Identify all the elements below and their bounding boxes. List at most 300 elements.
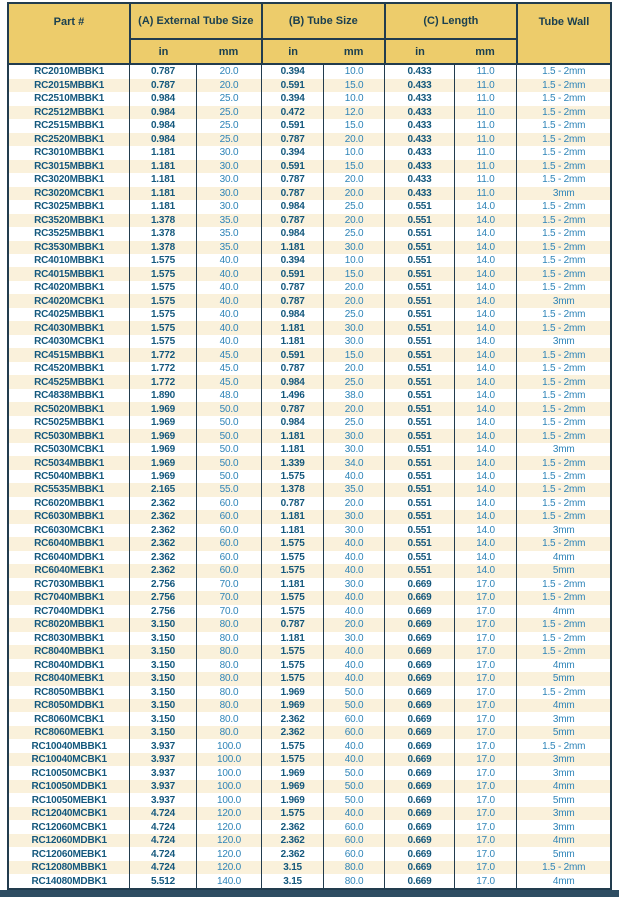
cell-tube-wall: 1.5 - 2mm bbox=[517, 632, 611, 645]
cell-length-mm: 14.0 bbox=[454, 443, 517, 456]
cell-tube-in: 0.394 bbox=[262, 146, 324, 159]
cell-part-number: RC10040MCBK1 bbox=[8, 753, 130, 766]
cell-tube-in: 1.181 bbox=[262, 510, 324, 523]
cell-tube-mm: 30.0 bbox=[323, 321, 385, 334]
cell-length-mm: 17.0 bbox=[454, 780, 517, 793]
table-row bbox=[8, 497, 611, 510]
cell-length-in: 0.669 bbox=[385, 686, 454, 699]
cell-tube-wall: 1.5 - 2mm bbox=[517, 281, 611, 294]
cell-tube-in: 0.787 bbox=[262, 362, 324, 375]
cell-tube-wall: 1.5 - 2mm bbox=[517, 267, 611, 280]
cell-part-number: RC2510MBBK1 bbox=[8, 92, 130, 105]
cell-length-in: 0.433 bbox=[385, 187, 454, 200]
bottom-band bbox=[0, 890, 619, 897]
cell-external-mm: 25.0 bbox=[196, 119, 262, 132]
cell-length-mm: 14.0 bbox=[454, 267, 517, 280]
cell-external-mm: 50.0 bbox=[196, 470, 262, 483]
cell-tube-in: 1.575 bbox=[262, 564, 324, 577]
cell-tube-mm: 20.0 bbox=[323, 173, 385, 186]
cell-tube-wall: 1.5 - 2mm bbox=[517, 92, 611, 105]
cell-external-mm: 100.0 bbox=[196, 753, 262, 766]
table-row bbox=[8, 874, 611, 889]
cell-external-mm: 120.0 bbox=[196, 847, 262, 860]
table-row bbox=[8, 739, 611, 752]
cell-tube-in: 0.787 bbox=[262, 214, 324, 227]
cell-part-number: RC7040MBBK1 bbox=[8, 591, 130, 604]
cell-length-in: 0.551 bbox=[385, 537, 454, 550]
cell-length-mm: 17.0 bbox=[454, 699, 517, 712]
cell-part-number: RC6040MDBK1 bbox=[8, 551, 130, 564]
cell-tube-wall: 1.5 - 2mm bbox=[517, 686, 611, 699]
cell-tube-mm: 20.0 bbox=[323, 281, 385, 294]
table-row bbox=[8, 389, 611, 402]
cell-tube-in: 1.575 bbox=[262, 537, 324, 550]
cell-length-in: 0.669 bbox=[385, 618, 454, 631]
cell-tube-wall: 3mm bbox=[517, 712, 611, 725]
cell-external-mm: 25.0 bbox=[196, 106, 262, 119]
cell-external-in: 4.724 bbox=[130, 807, 196, 820]
table-row bbox=[8, 659, 611, 672]
cell-external-in: 1.575 bbox=[130, 321, 196, 334]
cell-tube-in: 0.984 bbox=[262, 227, 324, 240]
cell-tube-in: 1.575 bbox=[262, 739, 324, 752]
cell-part-number: RC4020MBBK1 bbox=[8, 281, 130, 294]
cell-tube-in: 1.181 bbox=[262, 578, 324, 591]
cell-tube-in: 1.575 bbox=[262, 551, 324, 564]
cell-external-mm: 30.0 bbox=[196, 146, 262, 159]
cell-tube-in: 0.591 bbox=[262, 160, 324, 173]
table-row bbox=[8, 64, 611, 79]
cell-part-number: RC4025MBBK1 bbox=[8, 308, 130, 321]
cell-external-in: 2.756 bbox=[130, 591, 196, 604]
cell-length-mm: 17.0 bbox=[454, 726, 517, 739]
cell-tube-wall: 1.5 - 2mm bbox=[517, 214, 611, 227]
cell-tube-mm: 15.0 bbox=[323, 267, 385, 280]
cell-tube-wall: 3mm bbox=[517, 820, 611, 833]
table-row bbox=[8, 241, 611, 254]
cell-tube-mm: 20.0 bbox=[323, 133, 385, 146]
cell-tube-wall: 1.5 - 2mm bbox=[517, 510, 611, 523]
cell-part-number: RC5034MBBK1 bbox=[8, 456, 130, 469]
cell-part-number: RC7040MDBK1 bbox=[8, 605, 130, 618]
cell-length-mm: 17.0 bbox=[454, 645, 517, 658]
cell-length-mm: 14.0 bbox=[454, 537, 517, 550]
cell-length-mm: 17.0 bbox=[454, 659, 517, 672]
cell-length-in: 0.433 bbox=[385, 92, 454, 105]
header-row-groups bbox=[8, 3, 611, 39]
cell-tube-mm: 50.0 bbox=[323, 780, 385, 793]
cell-external-in: 1.181 bbox=[130, 200, 196, 213]
cell-external-in: 3.937 bbox=[130, 739, 196, 752]
cell-tube-wall: 1.5 - 2mm bbox=[517, 389, 611, 402]
cell-external-mm: 30.0 bbox=[196, 187, 262, 200]
cell-length-mm: 14.0 bbox=[454, 200, 517, 213]
cell-length-mm: 11.0 bbox=[454, 64, 517, 79]
cell-external-mm: 20.0 bbox=[196, 64, 262, 79]
cell-length-mm: 14.0 bbox=[454, 375, 517, 388]
table-row bbox=[8, 321, 611, 334]
cell-external-mm: 60.0 bbox=[196, 524, 262, 537]
table-row bbox=[8, 699, 611, 712]
cell-tube-wall: 4mm bbox=[517, 605, 611, 618]
cell-tube-mm: 60.0 bbox=[323, 847, 385, 860]
cell-length-mm: 14.0 bbox=[454, 470, 517, 483]
table-row bbox=[8, 106, 611, 119]
cell-part-number: RC6040MBBK1 bbox=[8, 537, 130, 550]
cell-length-mm: 17.0 bbox=[454, 672, 517, 685]
cell-tube-in: 1.181 bbox=[262, 443, 324, 456]
cell-tube-in: 1.575 bbox=[262, 659, 324, 672]
cell-tube-in: 2.362 bbox=[262, 847, 324, 860]
cell-external-mm: 120.0 bbox=[196, 807, 262, 820]
cell-part-number: RC10050MDBK1 bbox=[8, 780, 130, 793]
cell-tube-in: 0.472 bbox=[262, 106, 324, 119]
cell-external-in: 1.969 bbox=[130, 416, 196, 429]
cell-tube-mm: 15.0 bbox=[323, 79, 385, 92]
cell-external-in: 1.181 bbox=[130, 173, 196, 186]
cell-external-mm: 120.0 bbox=[196, 834, 262, 847]
cell-length-mm: 17.0 bbox=[454, 686, 517, 699]
cell-tube-wall: 1.5 - 2mm bbox=[517, 348, 611, 361]
cell-length-in: 0.551 bbox=[385, 267, 454, 280]
table-row bbox=[8, 551, 611, 564]
cell-tube-wall: 1.5 - 2mm bbox=[517, 227, 611, 240]
cell-tube-in: 0.787 bbox=[262, 173, 324, 186]
cell-external-in: 3.150 bbox=[130, 726, 196, 739]
cell-tube-wall: 5mm bbox=[517, 672, 611, 685]
cell-external-in: 1.575 bbox=[130, 254, 196, 267]
cell-tube-mm: 50.0 bbox=[323, 686, 385, 699]
cell-external-mm: 35.0 bbox=[196, 241, 262, 254]
table-row bbox=[8, 173, 611, 186]
cell-external-in: 1.890 bbox=[130, 389, 196, 402]
cell-tube-wall: 4mm bbox=[517, 551, 611, 564]
cell-part-number: RC3525MBBK1 bbox=[8, 227, 130, 240]
cell-length-in: 0.551 bbox=[385, 564, 454, 577]
cell-tube-in: 0.984 bbox=[262, 200, 324, 213]
table-row bbox=[8, 847, 611, 860]
cell-length-in: 0.433 bbox=[385, 106, 454, 119]
cell-external-mm: 80.0 bbox=[196, 672, 262, 685]
cell-tube-wall: 1.5 - 2mm bbox=[517, 537, 611, 550]
cell-external-in: 1.378 bbox=[130, 241, 196, 254]
cell-length-mm: 17.0 bbox=[454, 591, 517, 604]
cell-length-in: 0.669 bbox=[385, 712, 454, 725]
cell-external-in: 3.150 bbox=[130, 699, 196, 712]
spec-table-container bbox=[7, 2, 612, 890]
cell-external-in: 1.378 bbox=[130, 227, 196, 240]
table-row bbox=[8, 443, 611, 456]
cell-tube-mm: 15.0 bbox=[323, 160, 385, 173]
cell-part-number: RC6030MBBK1 bbox=[8, 510, 130, 523]
cell-tube-wall: 1.5 - 2mm bbox=[517, 308, 611, 321]
cell-part-number: RC3010MBBK1 bbox=[8, 146, 130, 159]
table-row bbox=[8, 605, 611, 618]
cell-external-mm: 25.0 bbox=[196, 92, 262, 105]
cell-external-in: 2.362 bbox=[130, 497, 196, 510]
cell-length-in: 0.551 bbox=[385, 321, 454, 334]
cell-external-in: 3.150 bbox=[130, 618, 196, 631]
cell-tube-wall: 1.5 - 2mm bbox=[517, 645, 611, 658]
cell-length-mm: 14.0 bbox=[454, 362, 517, 375]
cell-external-in: 1.969 bbox=[130, 456, 196, 469]
cell-length-mm: 11.0 bbox=[454, 173, 517, 186]
cell-length-mm: 17.0 bbox=[454, 618, 517, 631]
cell-external-mm: 120.0 bbox=[196, 820, 262, 833]
cell-part-number: RC6030MCBK1 bbox=[8, 524, 130, 537]
cell-tube-mm: 25.0 bbox=[323, 416, 385, 429]
cell-external-in: 3.150 bbox=[130, 645, 196, 658]
cell-tube-mm: 60.0 bbox=[323, 712, 385, 725]
cell-part-number: RC3020MCBK1 bbox=[8, 187, 130, 200]
cell-tube-wall: 1.5 - 2mm bbox=[517, 483, 611, 496]
cell-tube-in: 0.787 bbox=[262, 497, 324, 510]
cell-external-mm: 45.0 bbox=[196, 375, 262, 388]
cell-tube-wall: 1.5 - 2mm bbox=[517, 362, 611, 375]
cell-external-in: 1.772 bbox=[130, 375, 196, 388]
cell-tube-wall: 5mm bbox=[517, 726, 611, 739]
cell-tube-wall: 3mm bbox=[517, 766, 611, 779]
cell-part-number: RC5040MBBK1 bbox=[8, 470, 130, 483]
cell-length-mm: 14.0 bbox=[454, 416, 517, 429]
cell-length-in: 0.551 bbox=[385, 308, 454, 321]
cell-external-mm: 80.0 bbox=[196, 645, 262, 658]
cell-tube-mm: 20.0 bbox=[323, 362, 385, 375]
cell-external-mm: 55.0 bbox=[196, 483, 262, 496]
cell-part-number: RC4030MBBK1 bbox=[8, 321, 130, 334]
table-row bbox=[8, 483, 611, 496]
cell-length-in: 0.669 bbox=[385, 753, 454, 766]
table-row bbox=[8, 632, 611, 645]
table-row bbox=[8, 712, 611, 725]
cell-part-number: RC12060MDBK1 bbox=[8, 834, 130, 847]
cell-tube-in: 1.181 bbox=[262, 241, 324, 254]
cell-tube-mm: 20.0 bbox=[323, 294, 385, 307]
cell-external-mm: 100.0 bbox=[196, 780, 262, 793]
cell-length-mm: 11.0 bbox=[454, 79, 517, 92]
cell-length-in: 0.433 bbox=[385, 146, 454, 159]
cell-length-in: 0.551 bbox=[385, 402, 454, 415]
cell-part-number: RC12060MCBK1 bbox=[8, 820, 130, 833]
cell-length-in: 0.433 bbox=[385, 119, 454, 132]
cell-part-number: RC2520MBBK1 bbox=[8, 133, 130, 146]
table-row bbox=[8, 807, 611, 820]
cell-part-number: RC5025MBBK1 bbox=[8, 416, 130, 429]
cell-tube-mm: 30.0 bbox=[323, 241, 385, 254]
table-row bbox=[8, 214, 611, 227]
cell-part-number: RC3530MBBK1 bbox=[8, 241, 130, 254]
header-unit-external-in: in bbox=[130, 39, 196, 64]
cell-external-in: 1.772 bbox=[130, 362, 196, 375]
cell-part-number: RC12060MEBK1 bbox=[8, 847, 130, 860]
cell-tube-in: 1.575 bbox=[262, 807, 324, 820]
cell-length-mm: 17.0 bbox=[454, 632, 517, 645]
table-row bbox=[8, 402, 611, 415]
cell-external-in: 1.969 bbox=[130, 470, 196, 483]
cell-tube-mm: 30.0 bbox=[323, 524, 385, 537]
cell-external-in: 3.937 bbox=[130, 793, 196, 806]
cell-tube-wall: 1.5 - 2mm bbox=[517, 618, 611, 631]
cell-tube-mm: 20.0 bbox=[323, 214, 385, 227]
cell-external-in: 3.150 bbox=[130, 712, 196, 725]
cell-tube-in: 1.969 bbox=[262, 793, 324, 806]
cell-tube-in: 1.575 bbox=[262, 605, 324, 618]
cell-length-in: 0.551 bbox=[385, 348, 454, 361]
cell-external-in: 3.150 bbox=[130, 686, 196, 699]
cell-length-mm: 17.0 bbox=[454, 739, 517, 752]
table-row bbox=[8, 618, 611, 631]
cell-tube-wall: 1.5 - 2mm bbox=[517, 861, 611, 874]
table-row bbox=[8, 726, 611, 739]
cell-length-in: 0.433 bbox=[385, 173, 454, 186]
cell-tube-mm: 30.0 bbox=[323, 429, 385, 442]
cell-tube-in: 1.575 bbox=[262, 470, 324, 483]
cell-part-number: RC8040MBBK1 bbox=[8, 645, 130, 658]
cell-tube-wall: 1.5 - 2mm bbox=[517, 497, 611, 510]
cell-external-mm: 140.0 bbox=[196, 874, 262, 889]
cell-external-mm: 80.0 bbox=[196, 726, 262, 739]
cell-external-in: 3.937 bbox=[130, 766, 196, 779]
cell-external-mm: 80.0 bbox=[196, 632, 262, 645]
table-row bbox=[8, 564, 611, 577]
cell-external-mm: 30.0 bbox=[196, 173, 262, 186]
cell-tube-in: 1.575 bbox=[262, 591, 324, 604]
header-part-number: Part # bbox=[8, 3, 130, 64]
cell-external-mm: 70.0 bbox=[196, 605, 262, 618]
table-row bbox=[8, 375, 611, 388]
table-row bbox=[8, 146, 611, 159]
cell-tube-in: 1.181 bbox=[262, 429, 324, 442]
cell-external-mm: 50.0 bbox=[196, 443, 262, 456]
cell-length-mm: 17.0 bbox=[454, 578, 517, 591]
cell-length-in: 0.551 bbox=[385, 416, 454, 429]
cell-external-mm: 20.0 bbox=[196, 79, 262, 92]
cell-length-mm: 14.0 bbox=[454, 389, 517, 402]
table-row bbox=[8, 187, 611, 200]
cell-length-in: 0.669 bbox=[385, 874, 454, 889]
header-unit-length-in: in bbox=[385, 39, 454, 64]
cell-length-mm: 17.0 bbox=[454, 847, 517, 860]
cell-length-in: 0.551 bbox=[385, 497, 454, 510]
cell-tube-mm: 30.0 bbox=[323, 335, 385, 348]
cell-part-number: RC3520MBBK1 bbox=[8, 214, 130, 227]
cell-external-in: 1.969 bbox=[130, 443, 196, 456]
cell-tube-wall: 1.5 - 2mm bbox=[517, 200, 611, 213]
cell-tube-wall: 1.5 - 2mm bbox=[517, 64, 611, 79]
cell-length-in: 0.669 bbox=[385, 820, 454, 833]
cell-tube-wall: 3mm bbox=[517, 294, 611, 307]
cell-part-number: RC4020MCBK1 bbox=[8, 294, 130, 307]
cell-part-number: RC8060MCBK1 bbox=[8, 712, 130, 725]
table-row bbox=[8, 686, 611, 699]
cell-length-mm: 14.0 bbox=[454, 524, 517, 537]
cell-part-number: RC3020MBBK1 bbox=[8, 173, 130, 186]
cell-length-mm: 14.0 bbox=[454, 281, 517, 294]
cell-tube-mm: 38.0 bbox=[323, 389, 385, 402]
cell-external-in: 0.984 bbox=[130, 92, 196, 105]
cell-tube-mm: 80.0 bbox=[323, 874, 385, 889]
cell-tube-mm: 50.0 bbox=[323, 766, 385, 779]
cell-external-in: 4.724 bbox=[130, 847, 196, 860]
cell-tube-mm: 60.0 bbox=[323, 726, 385, 739]
cell-part-number: RC4015MBBK1 bbox=[8, 267, 130, 280]
table-row bbox=[8, 119, 611, 132]
cell-length-in: 0.551 bbox=[385, 551, 454, 564]
cell-external-mm: 70.0 bbox=[196, 591, 262, 604]
cell-tube-mm: 34.0 bbox=[323, 456, 385, 469]
cell-tube-in: 0.787 bbox=[262, 281, 324, 294]
cell-external-mm: 80.0 bbox=[196, 618, 262, 631]
cell-external-in: 0.984 bbox=[130, 133, 196, 146]
cell-tube-in: 1.496 bbox=[262, 389, 324, 402]
cell-length-mm: 11.0 bbox=[454, 92, 517, 105]
cell-external-in: 2.165 bbox=[130, 483, 196, 496]
cell-length-mm: 17.0 bbox=[454, 712, 517, 725]
cell-tube-in: 0.787 bbox=[262, 294, 324, 307]
cell-length-mm: 14.0 bbox=[454, 456, 517, 469]
cell-length-mm: 14.0 bbox=[454, 564, 517, 577]
table-row bbox=[8, 308, 611, 321]
cell-external-mm: 25.0 bbox=[196, 133, 262, 146]
cell-tube-in: 1.575 bbox=[262, 645, 324, 658]
cell-length-mm: 11.0 bbox=[454, 160, 517, 173]
cell-external-mm: 45.0 bbox=[196, 362, 262, 375]
table-row bbox=[8, 294, 611, 307]
cell-tube-mm: 40.0 bbox=[323, 470, 385, 483]
cell-tube-wall: 1.5 - 2mm bbox=[517, 739, 611, 752]
cell-tube-in: 3.15 bbox=[262, 861, 324, 874]
table-row bbox=[8, 524, 611, 537]
cell-external-mm: 70.0 bbox=[196, 578, 262, 591]
cell-external-mm: 50.0 bbox=[196, 456, 262, 469]
cell-tube-wall: 1.5 - 2mm bbox=[517, 591, 611, 604]
cell-tube-wall: 3mm bbox=[517, 187, 611, 200]
cell-tube-mm: 20.0 bbox=[323, 402, 385, 415]
cell-length-mm: 17.0 bbox=[454, 793, 517, 806]
cell-external-mm: 60.0 bbox=[196, 564, 262, 577]
cell-tube-in: 0.591 bbox=[262, 119, 324, 132]
cell-tube-wall: 1.5 - 2mm bbox=[517, 146, 611, 159]
table-row bbox=[8, 429, 611, 442]
cell-external-in: 0.787 bbox=[130, 64, 196, 79]
cell-part-number: RC2515MBBK1 bbox=[8, 119, 130, 132]
cell-tube-in: 1.969 bbox=[262, 780, 324, 793]
cell-part-number: RC4525MBBK1 bbox=[8, 375, 130, 388]
cell-external-mm: 80.0 bbox=[196, 659, 262, 672]
cell-tube-in: 1.181 bbox=[262, 321, 324, 334]
cell-tube-in: 2.362 bbox=[262, 712, 324, 725]
cell-external-mm: 30.0 bbox=[196, 200, 262, 213]
cell-part-number: RC3025MBBK1 bbox=[8, 200, 130, 213]
cell-external-in: 1.772 bbox=[130, 348, 196, 361]
cell-length-mm: 14.0 bbox=[454, 551, 517, 564]
cell-part-number: RC5020MBBK1 bbox=[8, 402, 130, 415]
cell-external-mm: 60.0 bbox=[196, 537, 262, 550]
cell-part-number: RC6020MBBK1 bbox=[8, 497, 130, 510]
cell-tube-mm: 30.0 bbox=[323, 578, 385, 591]
cell-length-in: 0.669 bbox=[385, 591, 454, 604]
cell-tube-wall: 1.5 - 2mm bbox=[517, 375, 611, 388]
cell-external-in: 3.150 bbox=[130, 632, 196, 645]
cell-tube-in: 1.181 bbox=[262, 524, 324, 537]
cell-external-in: 1.575 bbox=[130, 294, 196, 307]
cell-length-mm: 11.0 bbox=[454, 106, 517, 119]
cell-length-mm: 17.0 bbox=[454, 820, 517, 833]
cell-tube-in: 3.15 bbox=[262, 874, 324, 889]
table-row bbox=[8, 470, 611, 483]
cell-length-in: 0.669 bbox=[385, 793, 454, 806]
cell-length-in: 0.551 bbox=[385, 524, 454, 537]
